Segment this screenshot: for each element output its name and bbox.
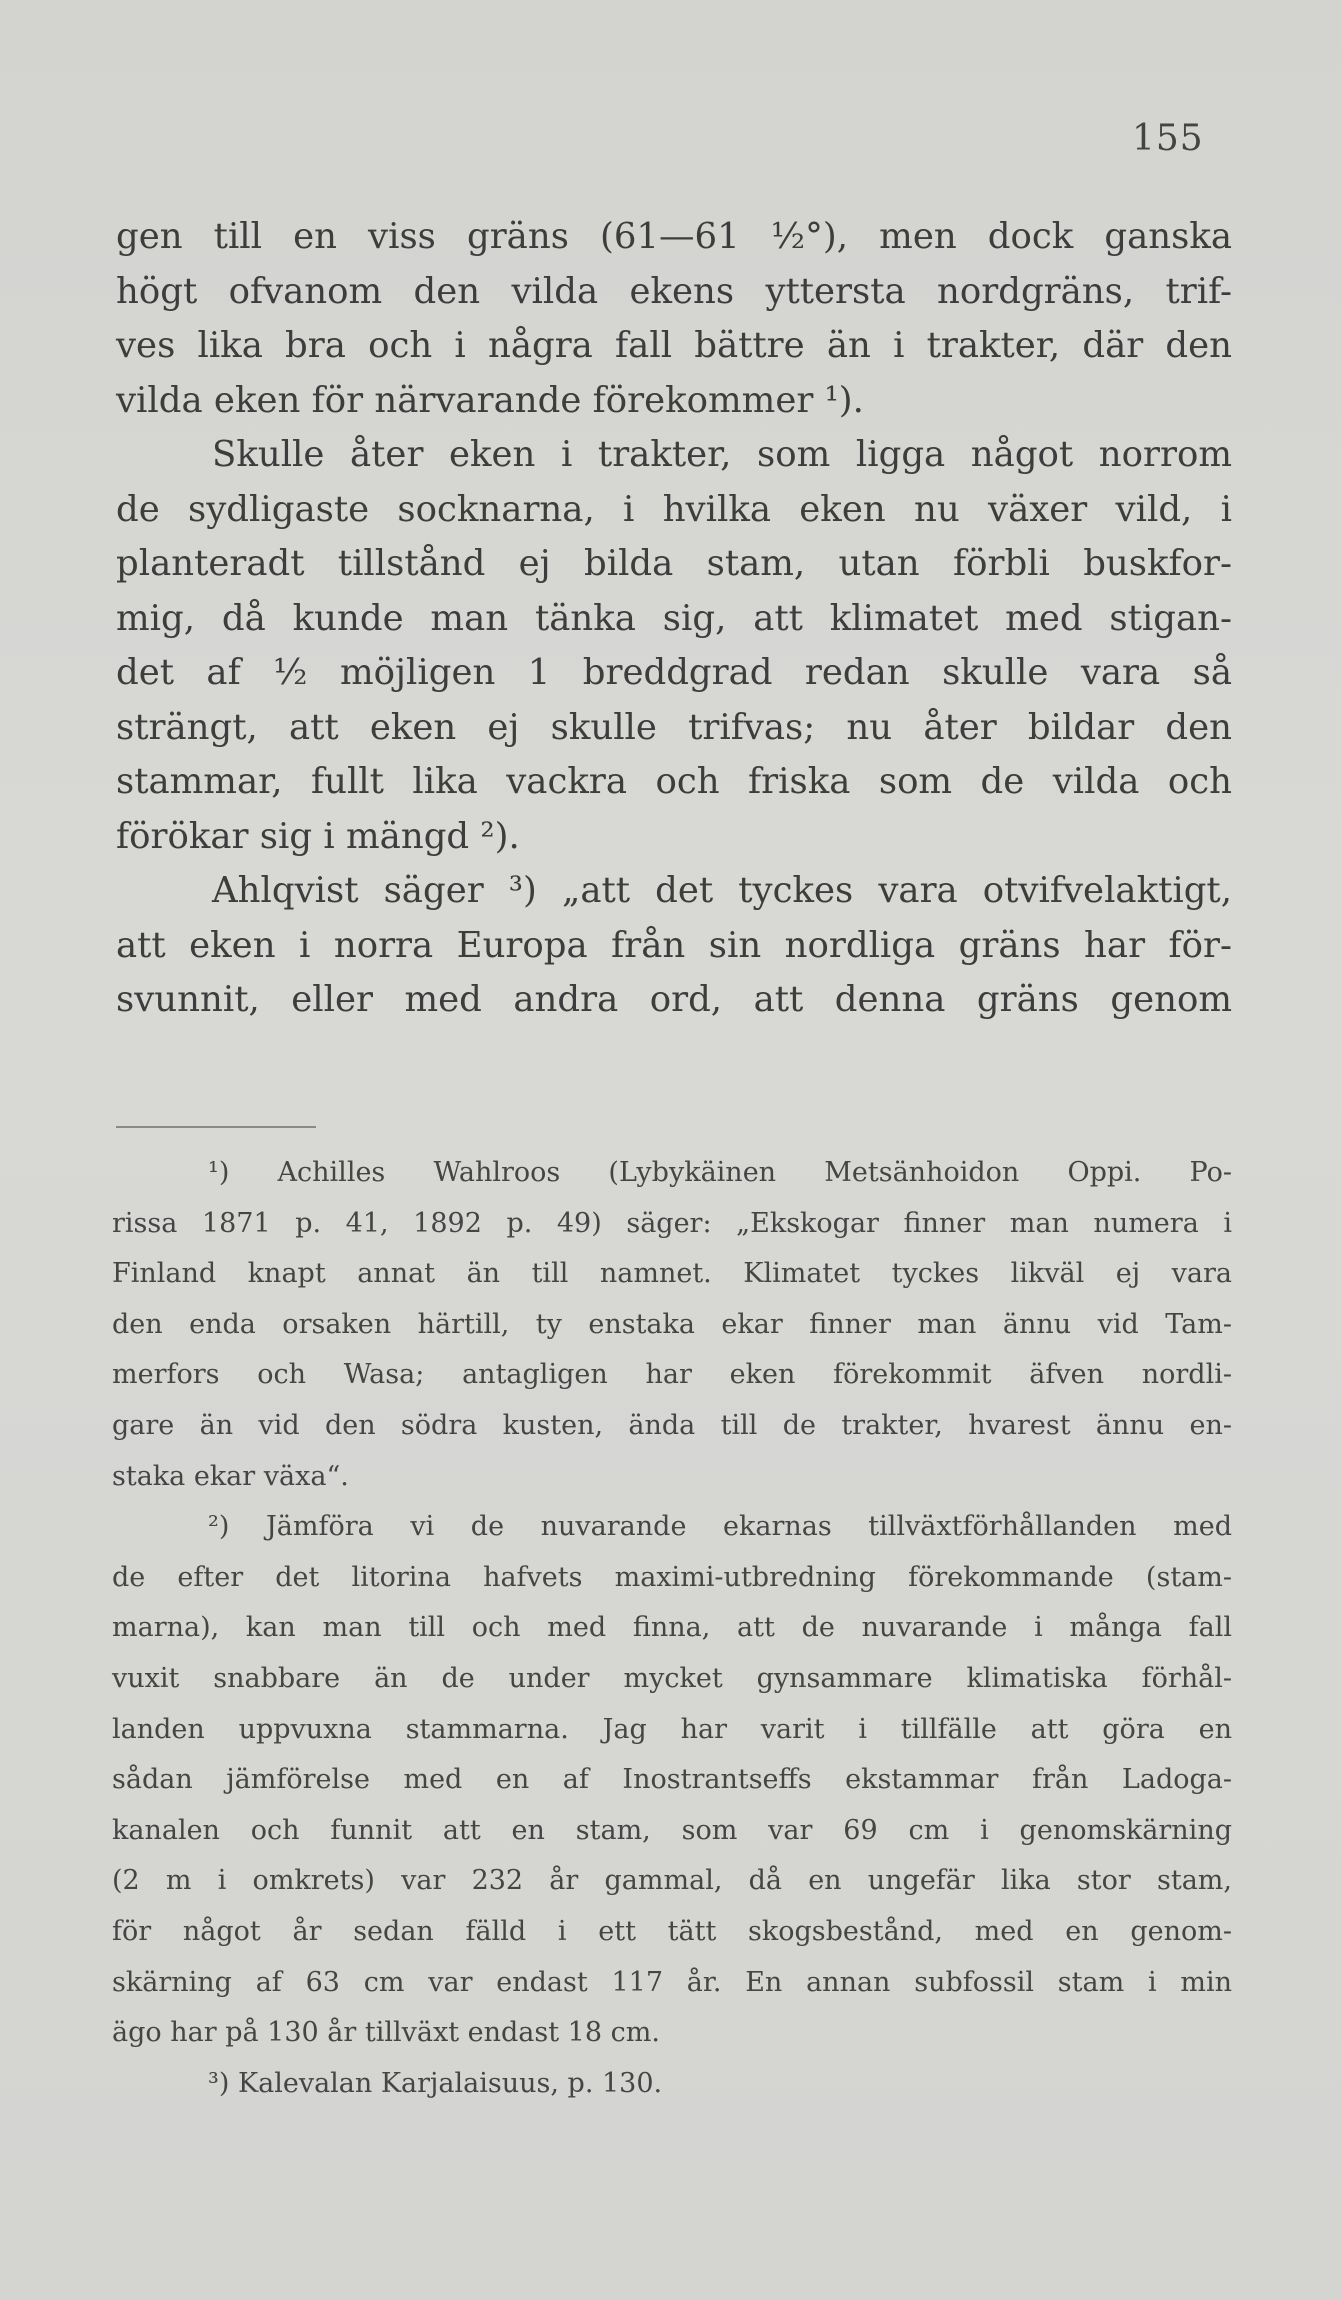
footnote-line: ¹) Achilles Wahlroos (Lybykäinen Metsänhoidon Oppi. Po-	[208, 1157, 1232, 1188]
text-line: stammar, fullt lika vackra och friska som de vilda och	[116, 761, 1232, 802]
text-line: Skulle åter eken i trakter, som ligga något norrom	[212, 434, 1232, 475]
footnote-line: kanalen och funnit att en stam, som var 69 cm i genomskärning	[112, 1814, 1232, 1846]
text-line: högt ofvanom den vilda ekens yttersta nordgräns, trif-	[116, 270, 1232, 312]
footnote-line: Finland knapt annat än till namnet. Klimatet tyckes likväl ej vara	[112, 1258, 1232, 1290]
footnote-line: skärning af 63 cm var endast 117 år. En annan subfossil stam i min	[112, 1966, 1232, 1998]
text-line: strängt, att eken ej skulle trifvas; nu åter bildar den	[116, 706, 1232, 748]
text-line: ves lika bra och i några fall bättre än i trakter, där den	[116, 325, 1232, 366]
text-line: Ahlqvist säger ³) „att det tyckes vara otvifvelaktigt,	[212, 870, 1232, 911]
footnotes	[112, 1148, 1232, 2109]
text-line: vilda eken för närvarande förekommer ¹).	[116, 379, 864, 421]
footnote-line: sådan jämförelse med en af Inostrantseffs ekstammar från Ladoga-	[112, 1764, 1232, 1796]
text-line: gen till en viss gräns (61—61 ½°), men dock ganska	[116, 216, 1232, 257]
footnote-line: merfors och Wasa; antagligen har eken förekommit äfven nordli-	[112, 1359, 1232, 1391]
text-line: att eken i norra Europa från sin nordliga gräns har för-	[116, 924, 1232, 966]
body-text	[116, 210, 1232, 1028]
footnote-line: (2 m i omkrets) var 232 år gammal, då en ungefär lika stor stam,	[112, 1865, 1232, 1897]
text-line: förökar sig i mängd ²).	[116, 815, 520, 857]
text-line: planteradt tillstånd ej bilda stam, utan förbli buskfor-	[116, 543, 1232, 584]
text-line: det af ½ möjligen 1 breddgrad redan skulle vara så	[116, 652, 1232, 693]
footnote-line: staka ekar växa“.	[112, 1460, 349, 1492]
footnote-line: ³) Kalevalan Karjalaisuus, p. 130.	[208, 2067, 663, 2099]
footnote-line: den enda orsaken härtill, ty enstaka ekar finner man ännu vid Tam-	[112, 1308, 1232, 1340]
footnote-line: rissa 1871 p. 41, 1892 p. 49) säger: „Ekskogar finner man numera i	[112, 1207, 1232, 1239]
text-line: mig, då kunde man tänka sig, att klimatet med stigan-	[116, 597, 1232, 639]
footnote-line: landen uppvuxna stammarna. Jag har varit i tillfälle att göra en	[112, 1713, 1232, 1745]
footnote-line: gare än vid den södra kusten, ända till de trakter, hvarest ännu en-	[112, 1409, 1232, 1441]
footnote-line: ²) Jämföra vi de nuvarande ekarnas tillväxtförhållanden med	[208, 1511, 1232, 1543]
page-number: 155	[1132, 118, 1204, 159]
text-line: de sydligaste socknarna, i hvilka eken nu växer vild, i	[116, 488, 1232, 530]
text-line: svunnit, eller med andra ord, att denna gräns genom	[116, 979, 1232, 1020]
footnote-line: ägo har på 130 år tillväxt endast 18 cm.	[112, 2017, 660, 2049]
footnote-line: vuxit snabbare än de under mycket gynsammare klimatiska förhål-	[112, 1662, 1232, 1694]
footnote-line: de efter det litorina hafvets maximi-utbredning förekommande (stam-	[112, 1561, 1232, 1593]
footnote-divider	[116, 1126, 316, 1128]
footnote-line: för något år sedan fälld i ett tätt skogsbestånd, med en genom-	[112, 1915, 1232, 1947]
footnote-line: marna), kan man till och med finna, att de nuvarande i många fall	[112, 1612, 1232, 1644]
